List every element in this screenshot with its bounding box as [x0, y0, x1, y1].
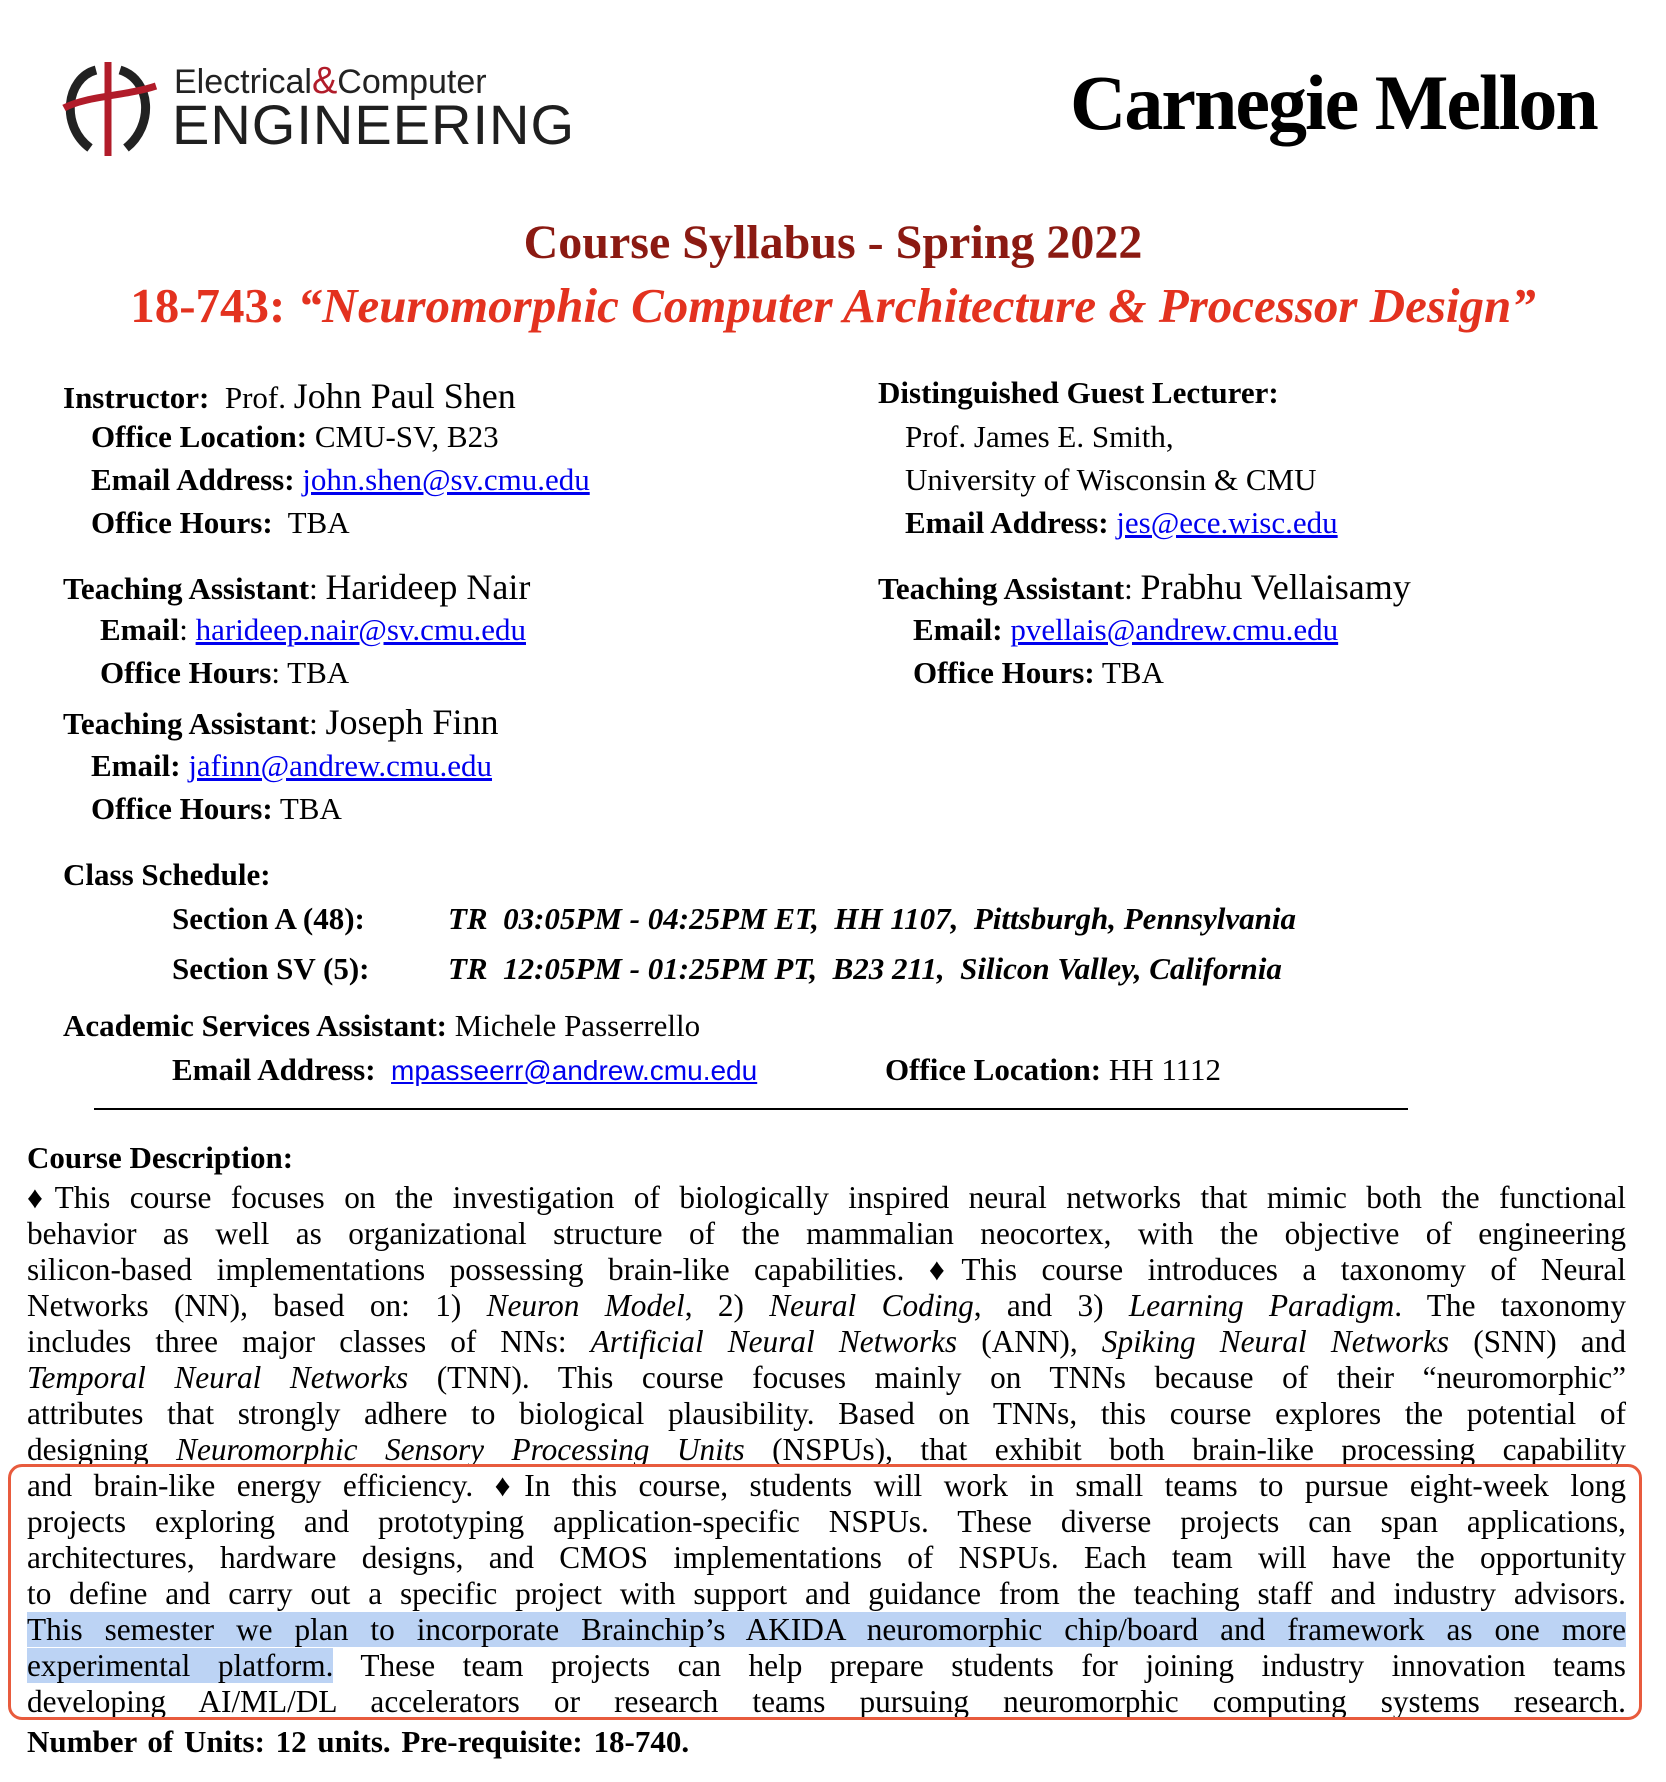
ta2-email-link[interactable]: pvellais@andrew.cmu.edu	[1010, 612, 1339, 647]
academic-office-location: Office Location: HH 1112	[885, 1052, 1222, 1087]
ta1-line: Teaching Assistant: Harideep Nair	[63, 567, 531, 607]
description-text: and brain-like energy efficiency. ♦In this course, students will work in small teams to pursue eight-week long	[27, 1468, 1626, 1503]
description-line	[27, 1288, 1626, 1324]
description-text: These team projects can help prepare students for joining industry innovation teams	[333, 1648, 1626, 1683]
ta1-email-line: Email: harideep.nair@sv.cmu.edu	[100, 612, 526, 647]
description-heading: Course Description:	[27, 1140, 294, 1175]
description-line	[27, 1360, 1626, 1396]
description-line	[27, 1324, 1626, 1360]
description-text: , and 3)	[973, 1288, 1129, 1323]
academic-email-link[interactable]: mpasseerr@andrew.cmu.edu	[391, 1055, 758, 1086]
ece-logo-icon	[56, 56, 166, 166]
description-italic-term: Neuron Model	[486, 1288, 685, 1323]
instructor-line: Instructor: Prof. John Paul Shen	[63, 376, 516, 416]
description-text: to define and carry out a specific project with support and guidance from the teaching staff and industry advisors.	[27, 1576, 1626, 1611]
units-prereq: Number of Units: 12 units. Pre-requisite: 18-740.	[27, 1724, 690, 1759]
ta2-name: Prabhu Vellaisamy	[1140, 567, 1411, 607]
description-text: attributes that strongly adhere to biological plausibility. Based on TNNs, this course explores the potential of	[27, 1396, 1626, 1431]
instructor-email-link[interactable]: john.shen@sv.cmu.edu	[302, 462, 590, 497]
description-text: includes three major classes of NNs:	[27, 1324, 591, 1359]
ece-logo-small: Electrical&Computer	[174, 60, 487, 102]
guest-lecturer-affiliation: University of Wisconsin & CMU	[905, 462, 1317, 497]
ta3-office-hours: Office Hours: TBA	[91, 791, 342, 826]
instructor-label: Instructor:	[63, 380, 210, 415]
description-line	[27, 1252, 1626, 1288]
ta1-name: Harideep Nair	[325, 567, 531, 607]
guest-email-link[interactable]: jes@ece.wisc.edu	[1116, 505, 1338, 540]
description-text: (SNN) and	[1449, 1324, 1626, 1359]
ta1-office-hours: Office Hours: TBA	[100, 655, 350, 690]
description-italic-term: Temporal Neural Networks	[27, 1360, 409, 1395]
ta3-email-link[interactable]: jafinn@andrew.cmu.edu	[188, 748, 493, 783]
highlight-annotation-box	[8, 1464, 1642, 1720]
guest-email-line: Email Address: jes@ece.wisc.edu	[905, 505, 1338, 540]
description-text: silicon-based implementations possessing brain-like capabilities. ♦This course introduces a taxonomy of Neural	[27, 1252, 1626, 1287]
ta2-office-hours: Office Hours: TBA	[913, 655, 1164, 690]
description-text: , 2)	[684, 1288, 770, 1323]
description-text: (ANN),	[957, 1324, 1102, 1359]
description-italic-term: Neuromorphic Sensory Processing Units	[176, 1432, 745, 1467]
cmu-logo: Carnegie Mellon	[1070, 59, 1597, 146]
ta1-email-link[interactable]: harideep.nair@sv.cmu.edu	[195, 612, 526, 647]
ta2-email-line: Email: pvellais@andrew.cmu.edu	[913, 612, 1339, 647]
academic-assistant-name: Michele Passerrello	[454, 1008, 701, 1043]
description-text: (TNN). This course focuses mainly on TNNs because of their “neuromorphic”	[408, 1360, 1626, 1395]
ta2-line: Teaching Assistant: Prabhu Vellaisamy	[878, 567, 1411, 607]
guest-lecturer-label: Distinguished Guest Lecturer:	[878, 375, 1279, 410]
section-a-label: Section A (48):	[172, 901, 365, 936]
ta3-name: Joseph Finn	[325, 702, 499, 742]
instructor-office-location: Office Location: CMU-SV, B23	[91, 419, 499, 454]
description-text: (NSPUs), that exhibit both brain-like processing capability	[744, 1432, 1626, 1467]
description-italic-term: Artificial Neural Networks	[590, 1324, 958, 1359]
section-sv-value: TR 12:05PM - 01:25PM PT, B23 211, Silicon Valley, California	[448, 951, 1282, 986]
description-text: . The taxonomy	[1394, 1288, 1626, 1323]
description-text: Networks (NN), based on: 1)	[27, 1288, 487, 1323]
ece-logo-big: ENGINEERING	[172, 93, 576, 156]
description-italic-term: Spiking Neural Networks	[1101, 1324, 1450, 1359]
description-text: projects exploring and prototyping application-specific NSPUs. These diverse projects can span applications,	[27, 1504, 1626, 1539]
page-title: Course Syllabus - Spring 2022	[523, 216, 1143, 269]
section-sv-label: Section SV (5):	[172, 951, 370, 986]
description-italic-term: Learning Paradigm	[1128, 1288, 1395, 1323]
description-line	[27, 1216, 1626, 1252]
section-a-value: TR 03:05PM - 04:25PM ET, HH 1107, Pittsburgh, Pennsylvania	[448, 901, 1296, 936]
highlighted-text: experimental platform.	[27, 1648, 334, 1683]
divider	[94, 1108, 1408, 1110]
description-italic-term: Neural Coding	[769, 1288, 974, 1323]
instructor-email-line: Email Address: john.shen@sv.cmu.edu	[91, 462, 590, 497]
schedule-label: Class Schedule:	[63, 857, 271, 892]
description-line	[27, 1396, 1626, 1432]
instructor-name: John Paul Shen	[293, 376, 516, 416]
guest-lecturer-name: Prof. James E. Smith,	[905, 419, 1174, 454]
description-text: architectures, hardware designs, and CMOS implementations of NSPUs. Each team will have the opportunity	[27, 1540, 1626, 1575]
instructor-office-hours: Office Hours: TBA	[91, 505, 350, 540]
description-line	[27, 1180, 1626, 1216]
ta3-email-line: Email: jafinn@andrew.cmu.edu	[91, 748, 493, 783]
description-text: designing	[27, 1432, 177, 1467]
course-subtitle: 18-743: “Neuromorphic Computer Architecture & Processor Design”	[130, 278, 1536, 333]
highlighted-text: This semester we plan to incorporate Brainchip’s AKIDA neuromorphic chip/board and framework as one more	[27, 1612, 1626, 1647]
academic-email-line: Email Address: mpasseerr@andrew.cmu.edu	[172, 1052, 758, 1087]
ece-logo	[56, 52, 576, 162]
description-line	[27, 1432, 1626, 1468]
description-text: developing AI/ML/DL accelerators or research teams pursuing neuromorphic computing systems research.	[27, 1684, 1626, 1719]
ta3-line: Teaching Assistant: Joseph Finn	[63, 702, 499, 742]
academic-assistant-line: Academic Services Assistant: Michele Passerrello	[63, 1008, 701, 1043]
description-text: ♦This course focuses on the investigation of biologically inspired neural networks that mimic both the functional	[27, 1180, 1626, 1215]
description-text: behavior as well as organizational structure of the mammalian neocortex, with the objective of engineering	[27, 1216, 1626, 1251]
